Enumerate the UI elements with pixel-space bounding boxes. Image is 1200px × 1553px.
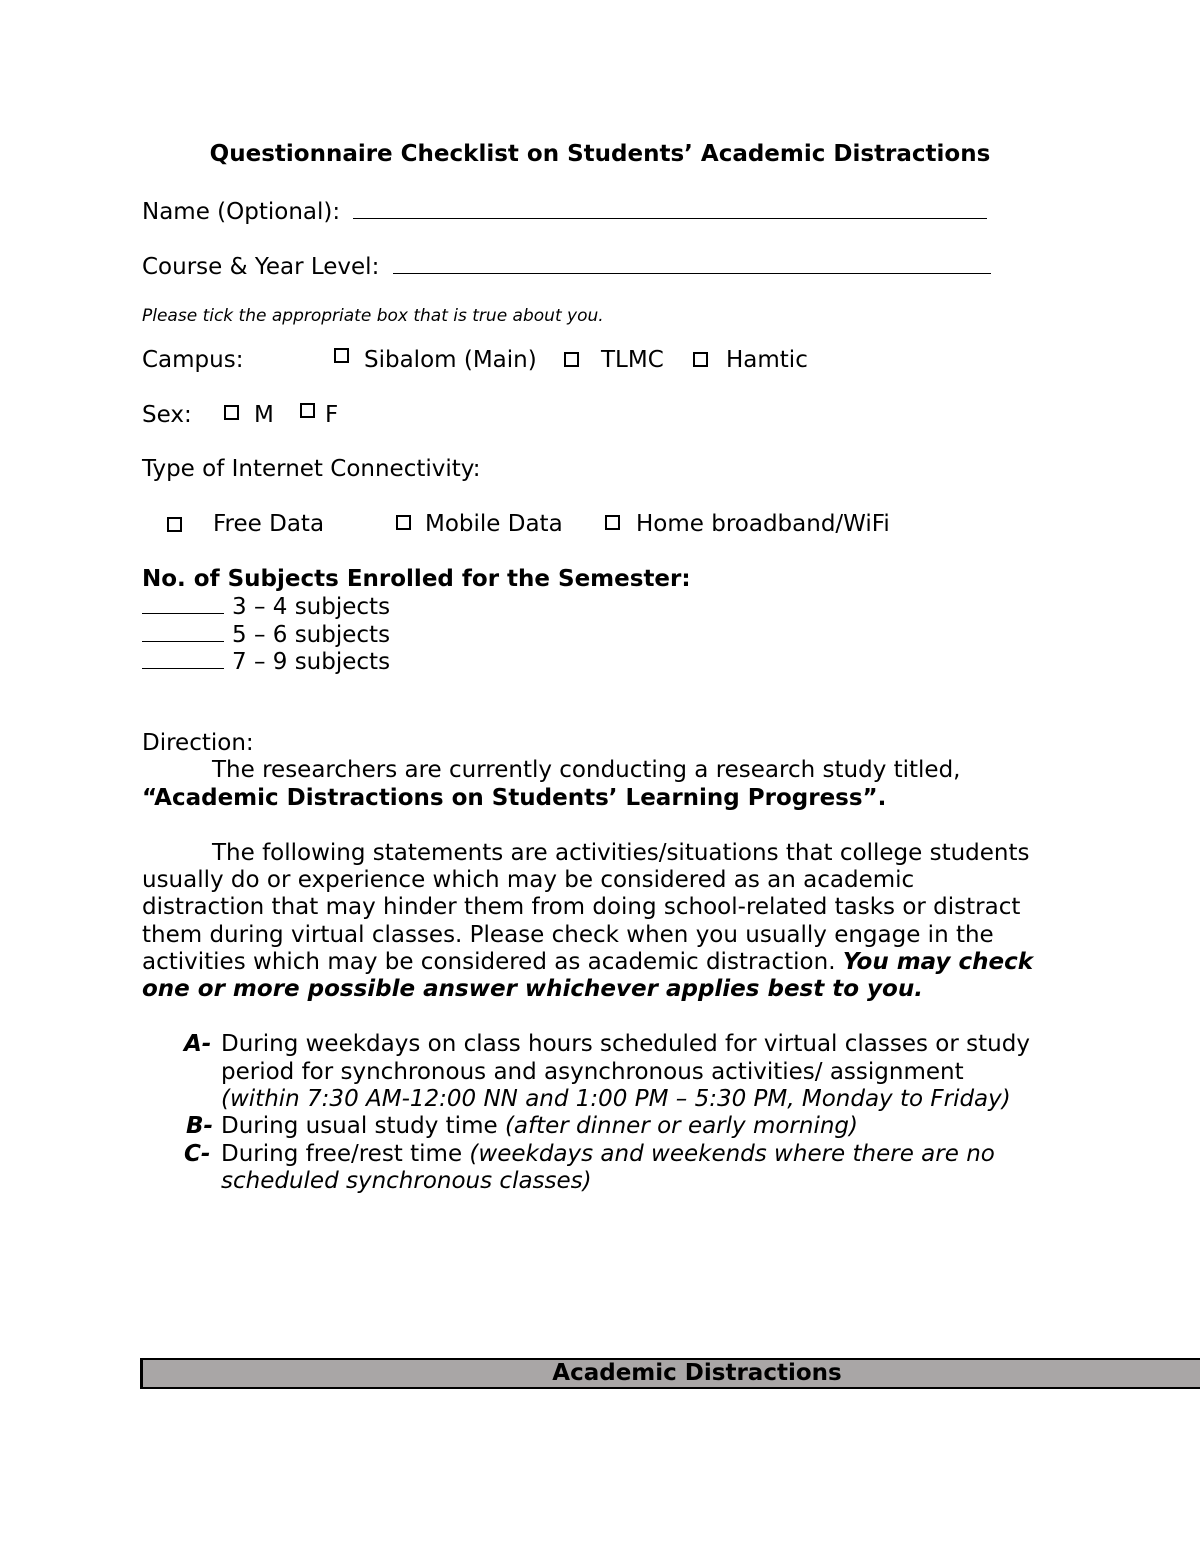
internet-broadband-checkbox[interactable] [605, 515, 620, 530]
campus-label: Campus: [142, 347, 244, 373]
legend-c-text: During free/rest time [221, 1141, 463, 1167]
direction-emphasis-line: one or more possible answer whichever applies best to you. [142, 976, 923, 1002]
subjects-heading: No. of Subjects Enrolled for the Semester: [142, 566, 691, 592]
sex-female-checkbox[interactable] [300, 403, 315, 418]
campus-sibalom-label: Sibalom (Main) [364, 347, 537, 373]
subjects-blank-7-9[interactable] [142, 648, 224, 669]
sex-label: Sex: [142, 402, 192, 428]
legend-a-time: (within 7:30 AM-12:00 NN and 1:00 PM – 5:30 PM, Monday to Friday) [221, 1086, 1011, 1112]
internet-broadband-label: Home broadband/WiFi [636, 511, 890, 537]
direction-emphasis: You may check [842, 949, 1034, 975]
subjects-option-row [142, 593, 390, 621]
direction-intro: The researchers are currently conducting a research study titled, [212, 757, 961, 783]
subjects-option-row [142, 621, 390, 649]
campus-sibalom-checkbox[interactable] [334, 348, 349, 363]
sex-female-label: F [325, 402, 339, 428]
campus-hamtic-label: Hamtic [726, 347, 808, 373]
instruction-text: Please tick the appropriate box that is true about you. [142, 306, 604, 326]
legend-c-time: (weekdays and weekends where there are no [469, 1141, 995, 1167]
legend-a-line: period for synchronous and asynchronous activities/ assignment [221, 1059, 964, 1085]
legend-b-text: During usual study time [221, 1113, 498, 1139]
direction-para-text: activities which may be considered as academic distraction. [142, 949, 836, 975]
campus-tlmc-checkbox[interactable] [564, 352, 579, 367]
sex-male-checkbox[interactable] [224, 405, 239, 420]
name-field-row [142, 196, 987, 226]
direction-label: Direction: [142, 730, 254, 756]
direction-para-line: them during virtual classes. Please check when you usually engage in the [142, 922, 994, 948]
name-field-line[interactable] [353, 196, 987, 219]
course-field-line[interactable] [393, 251, 991, 274]
internet-mobile-data-label: Mobile Data [425, 511, 563, 537]
campus-tlmc-label: TLMC [601, 347, 664, 373]
legend-b-line [221, 1113, 858, 1140]
internet-label: Type of Internet Connectivity: [142, 456, 481, 482]
legend-c-time-cont: scheduled synchronous classes) [221, 1168, 592, 1194]
subjects-blank-5-6[interactable] [142, 621, 224, 642]
direction-para-line: The following statements are activities/situations that college students [212, 840, 1030, 866]
direction-para-line [142, 949, 1033, 976]
subjects-option-row [142, 648, 390, 676]
subjects-option-label: 5 – 6 subjects [232, 622, 391, 648]
internet-mobile-data-checkbox[interactable] [396, 515, 411, 530]
internet-free-data-checkbox[interactable] [167, 517, 182, 532]
direction-para-line: distraction that may hinder them from doing school-related tasks or distract [142, 894, 1021, 920]
subjects-option-label: 3 – 4 subjects [232, 594, 391, 620]
subjects-option-label: 7 – 9 subjects [232, 649, 391, 675]
campus-hamtic-checkbox[interactable] [693, 352, 708, 367]
internet-free-data-label: Free Data [213, 511, 325, 537]
study-title: “Academic Distractions on Students’ Learning Progress”. [142, 785, 887, 811]
subjects-blank-3-4[interactable] [142, 593, 224, 614]
legend-a-line: During weekdays on class hours scheduled for virtual classes or study [221, 1031, 1030, 1057]
table-header-label: Academic Distractions [552, 1360, 842, 1386]
course-field-label: Course & Year Level: [142, 254, 380, 280]
legend-key-a: A- [184, 1031, 212, 1057]
direction-para-line: usually do or experience which may be considered as an academic [142, 867, 915, 893]
course-field-row [142, 251, 991, 281]
sex-male-label: M [254, 402, 274, 428]
legend-c-line [221, 1141, 995, 1168]
legend-key-c: C- [184, 1141, 211, 1167]
name-field-label: Name (Optional): [142, 199, 341, 225]
legend-key-b: B- [186, 1113, 214, 1139]
page-title: Questionnaire Checklist on Students’ Academic Distractions [209, 141, 991, 167]
legend-b-time: (after dinner or early morning) [504, 1113, 859, 1139]
